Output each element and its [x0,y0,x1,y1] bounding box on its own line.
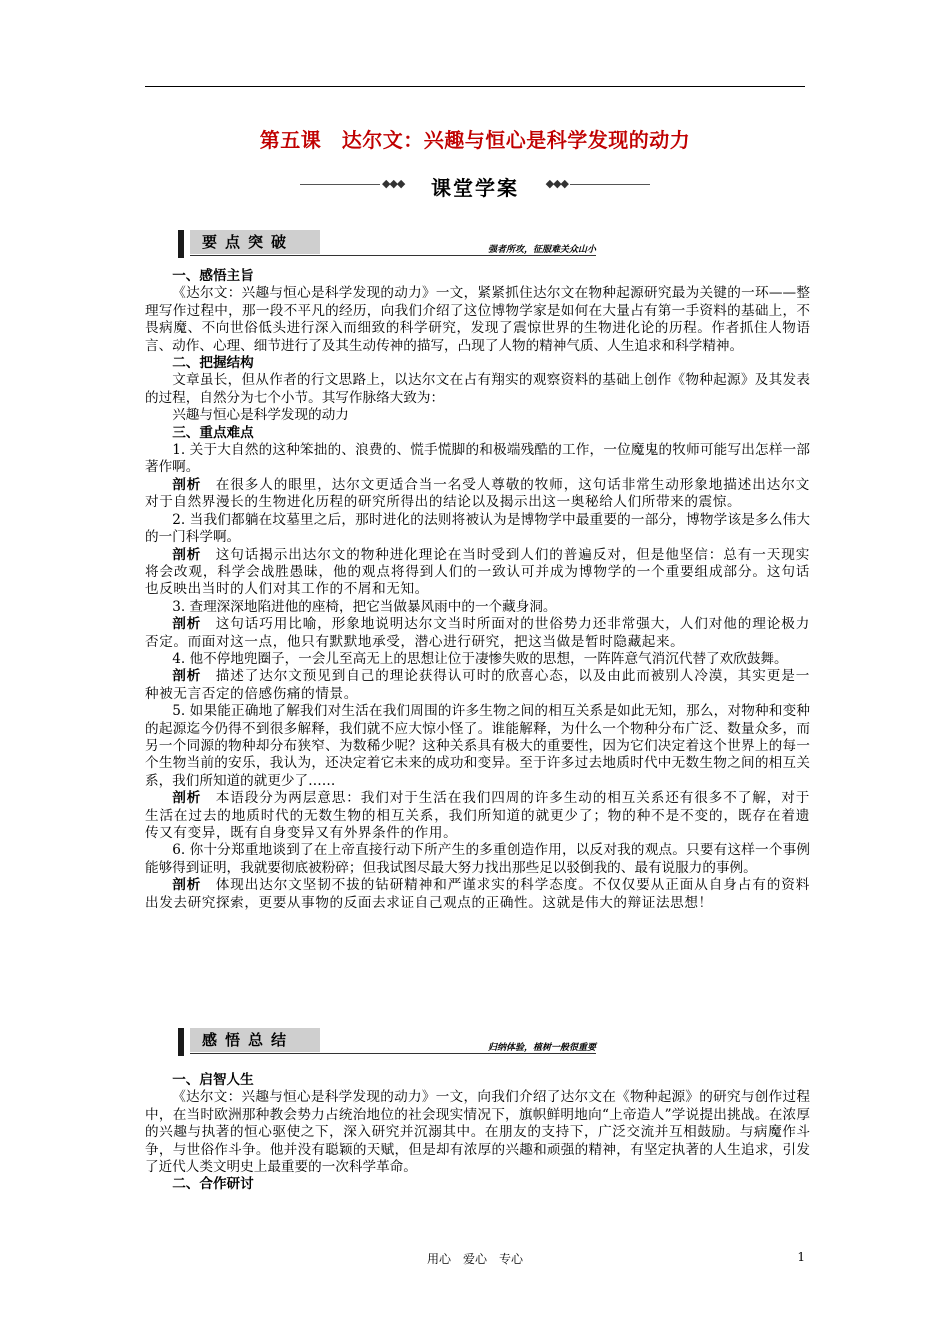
body-paragraph: 2. 当我们都躺在坟墓里之后，那时进化的法则将被认为是博物学中最重要的一部分，博物学该是多么伟大的一门科学啊。 [145,511,810,546]
analysis-tag: 剖析 [172,546,202,563]
body-paragraph: 兴趣与恒心是科学发现的动力 [172,407,349,424]
analysis-paragraph [145,547,810,599]
body-paragraph: 6. 你十分郑重地谈到了在上帝直接行动下所产生的多重创造作用，以反对我的观点。只要有这样一个事例能够得到证明，我就要彻底被粉碎；但我试图尽最大努力找出那些足以驳倒我的、最有说服力的事例。 [145,842,810,876]
analysis-tag: 剖析 [172,668,202,685]
page-number: 1 [797,1250,805,1264]
banner-underline [190,255,596,256]
analysis-tag: 剖析 [172,790,202,807]
ornament-left-icon: ◆◆◆ [382,177,405,190]
analysis-tag: 剖析 [172,476,202,493]
analysis-text: 这句话巧用比喻，形象地说明达尔文当时所面对的世俗势力还非常强大，人们对他的理论极力否定。而面对这一点，他只有默默地承受，潜心进行研究，把这当做是暂时隐藏起来。 [145,616,811,650]
subtitle-row [300,172,650,198]
analysis-paragraph [145,668,810,703]
analysis-text: 在很多人的眼里，达尔文更适合当一名受人尊敬的牧师，这句话非常生动形象地描述出达尔文对于自然界漫长的生物进化历程的研究所得出的结论以及揭示出这一奥秘给人们所带来的震惊。 [145,476,811,511]
banner-bar [178,230,184,258]
analysis-tag: 剖析 [172,616,202,633]
body-paragraph: 《达尔文：兴趣与恒心是科学发现的动力》一文，紧紧抓住达尔文在物种起源研究最为关键的一环——整理写作过程中，那一段不平凡的经历，向我们介绍了这位博物学家是如何在大量占有第一手资料的基础上，不畏病魔、不向世俗低头进行深入而细致的科学研究，发现了震惊世界的生物进化论的历程。作者抓住人物语言、动作、心理、细节进行了及其生动传神的描写，凸现了人物的精神气质、人生追求和科学精神。 [145,285,810,354]
banner-motto: 强者所攻，征服难关众山小 [487,245,596,255]
footer-motto: 用心 爱心 专心 [426,1252,523,1266]
analysis-paragraph [145,790,810,842]
analysis-paragraph [145,477,810,512]
section-key-points-content [145,268,810,912]
section-summary-content [145,1072,810,1194]
body-paragraph: 《达尔文：兴趣与恒心是科学发现的动力》一文，向我们介绍了达尔文在《物种起源》的研究与创作过程中，在当时欧洲那种教会势力占统治地位的社会现实情况下，旗帜鲜明地向“上帝造人”学说提出挑战。在浓厚的兴趣与执著的恒心驱使之下，深入研究并沉溺其中。在朋友的支持下，广泛交流并互相鼓励。与病魔作斗争，与世俗作斗争。他并没有聪颖的天赋，但是却有浓厚的兴趣和顽强的精神，有坚定执著的人生追求，引发了近代人类文明史上最重要的一次科学革命。 [145,1089,810,1176]
section-banner-summary [178,1026,596,1058]
section-heading: 二、把握结构 [172,355,254,372]
subtitle-line-right [570,184,650,185]
section-heading: 一、启智人生 [172,1072,254,1088]
section-banner-key-points [178,228,596,260]
page-subtitle: 课堂学案 [431,176,519,200]
body-paragraph: 5. 如果能正确地了解我们对生活在我们周围的许多生物之间的相互关系是如此无知，那么，对物种和变种的起源迄今仍得不到很多解释，我们就不应大惊小怪了。谁能解释，为什么一个物种分布广泛、数量众多，而另一个同源的物种却分布狭窄、为数稀少呢？这种关系具有极大的重要性，因为它们决定着这个世界上的每一个生物当前的安乐，我认为，还决定着它未来的成功和变异。至于许多过去地质时代中无数生物之间的相互关系，我们所知道的就更少了…… [145,703,810,789]
analysis-paragraph [145,877,810,912]
section-heading: 二、合作研讨 [172,1176,254,1193]
top-rule [145,86,805,87]
section-heading: 一、感悟主旨 [172,268,254,284]
body-paragraph: 1. 关于大自然的这种笨拙的、浪费的、慌手慌脚的和极端残酷的工作，一位魔鬼的牧师可能写出怎样一部著作啊。 [145,442,810,476]
body-paragraph: 文章虽长，但从作者的行文思路上，以达尔文在占有翔实的观察资料的基础上创作《物种起源》及其发表的过程，自然分为七个小节。其写作脉络大致为： [145,372,810,406]
banner-label: 要点突破 [190,230,320,254]
analysis-tag: 剖析 [172,877,202,894]
body-paragraph: 4. 他不停地兜圈子，一会儿至高无上的思想让位于凄惨失败的思想，一阵阵意气消沉代替了欢欣鼓舞。 [172,650,788,667]
ornament-right-icon: ◆◆◆ [545,177,568,190]
analysis-text: 描述了达尔文预见到自己的理论获得认可时的欣喜心态，以及由此而被别人冷漠，其实更是一种被无言否定的倍感伤痛的情景。 [145,668,811,702]
analysis-text: 本语段分为两层意思：我们对于生活在我们四周的许多生动的相互关系还有很多不了解，对于生活在过去的地质时代的无数生物的相互关系，我们所知道的就更少了；物的种不是不变的，既存在着遗传又有变异，既有自身变异又有外界条件的作用。 [145,790,811,841]
banner-motto: 归纳体验，植树一般很重要 [487,1043,596,1053]
body-paragraph: 3. 查理深深地陷进他的座椅，把它当做暴风雨中的一个藏身洞。 [172,598,557,615]
analysis-paragraph [145,616,810,651]
section-heading: 三、重点难点 [172,424,254,441]
banner-bar [178,1028,184,1056]
banner-label: 感悟总结 [190,1028,320,1052]
page-title: 第五课 达尔文：兴趣与恒心是科学发现的动力 [259,128,691,152]
banner-underline [190,1053,596,1054]
analysis-text: 体现出达尔文坚韧不拔的钻研精神和严谨求实的科学态度。不仅仅要从正面从自身占有的资料出发去研究探索，更要从事物的反面去求证自己观点的正确性。这就是伟大的辩证法思想！ [145,877,811,911]
analysis-text: 这句话揭示出达尔文的物种进化理论在当时受到人们的普遍反对，但是他坚信：总有一天现实将会改观，科学会战胜愚昧，他的观点将得到人们的一致认可并成为博物学的一个重要组成部分。这句话也反映出当时的人们对其工作的不屑和无知。 [145,546,811,598]
